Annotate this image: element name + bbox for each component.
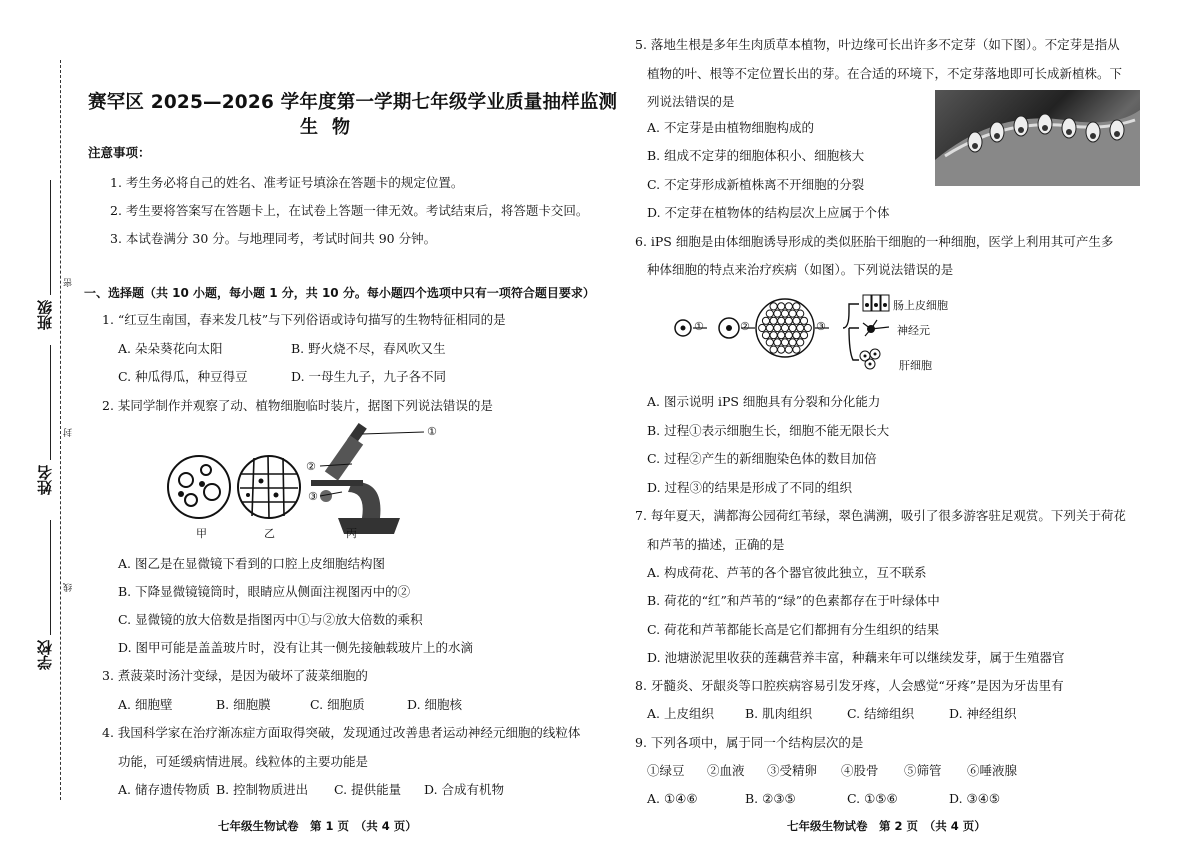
section-heading: 一、选择题（共 10 小题，每小题 1 分，共 10 分。每小题四个选项中只有一项符合题目要求）: [84, 286, 595, 300]
cluster-cell: [793, 317, 800, 324]
step-1-label: ①: [694, 320, 704, 333]
leaf-buds-illustration: [935, 90, 1140, 186]
q8-option-c[interactable]: C. 结缔组织: [847, 706, 915, 721]
q9-item: ①绿豆: [647, 763, 685, 778]
q1-stem: 1. “红豆生南国，春来发几枝”与下列俗语或诗句描写的生物特征相同的是: [102, 312, 506, 327]
binding-strip: [0, 0, 80, 849]
cluster-cell: [778, 332, 785, 339]
step-2-label: ②: [740, 320, 750, 333]
class-underline[interactable]: [50, 180, 51, 295]
q7-option-d[interactable]: D. 池塘淤泥里收获的莲藕营养丰富，种藕来年可以继续发芽，属于生殖器官: [647, 650, 1065, 665]
q6-option-b[interactable]: B. 过程①表示细胞生长，细胞不能无限长大: [647, 423, 890, 438]
kalanchoe-leaf-photo: [935, 90, 1140, 186]
cluster-cell: [759, 324, 766, 331]
q8-option-b[interactable]: B. 肌肉组织: [745, 706, 813, 721]
neuron-cell: [863, 320, 889, 336]
view-yi: [238, 456, 300, 518]
q5-option-b[interactable]: B. 组成不定芽的细胞体积小、细胞核大: [647, 148, 865, 163]
cluster-cell: [774, 324, 781, 331]
cluster-cell: [804, 324, 811, 331]
q3-option-b[interactable]: B. 细胞膜: [216, 697, 271, 712]
q9-option-a[interactable]: A. ①④⑥: [647, 791, 698, 806]
q3-stem: 3. 煮菠菜时汤汁变绿，是因为破坏了菠菜细胞的: [102, 668, 368, 683]
name-underline[interactable]: [50, 345, 51, 460]
cluster-cell: [762, 332, 769, 339]
q2-option-d[interactable]: D. 图甲可能是盖盖玻片时，没有让其一侧先接触载玻片上的水滴: [118, 640, 474, 655]
microscope-drawing: [311, 423, 424, 534]
cluster-cell: [797, 310, 804, 317]
q9-option-b[interactable]: B. ②③⑤: [745, 791, 796, 806]
note-item: 2. 考生要将答案写在答题卡上，在试卷上答题一律无效。考试结束后，将答题卡交回。: [110, 203, 589, 218]
q1-option-a[interactable]: A. 朵朵葵花向太阳: [118, 341, 223, 356]
intestinal-cells: [863, 295, 889, 311]
q9-option-d[interactable]: D. ③④⑤: [949, 791, 1001, 806]
q8-stem: 8. 牙髓炎、牙龈炎等口腔疾病容易引发牙疼，人会感觉“牙疼”是因为牙齿里有: [635, 678, 1064, 693]
cluster-cell: [789, 339, 796, 346]
school-underline[interactable]: [50, 520, 51, 635]
cluster-cell: [766, 324, 773, 331]
cluster-cell: [785, 303, 792, 310]
q2-option-c[interactable]: C. 显微镜的放大倍数是指图丙中①与②放大倍数的乘积: [118, 612, 423, 627]
name-label: 姓名: [36, 465, 54, 495]
cluster-cell: [793, 346, 800, 353]
q8-option-d[interactable]: D. 神经组织: [949, 706, 1017, 721]
callout-2: ②: [306, 460, 316, 473]
fig-label-yi: 乙: [264, 527, 275, 540]
cluster-cell: [800, 332, 807, 339]
q7-stem-line2: 和芦苇的描述，正确的是: [647, 537, 785, 552]
q9-item: ④股骨: [841, 763, 879, 778]
cluster-cell: [789, 324, 796, 331]
q5-option-a[interactable]: A. 不定芽是由植物细胞构成的: [647, 120, 814, 135]
seal-feng: 封: [64, 428, 74, 437]
q5-stem-line1: 5. 落地生根是多年生肉质草本植物，叶边缘可长出许多不定芽（如下图）。不定芽是指从: [635, 37, 1120, 52]
cluster-cell: [770, 332, 777, 339]
q1-option-b[interactable]: B. 野火烧不尽，春风吹又生: [291, 341, 446, 356]
q7-stem-line1: 7. 每年夏天，满都海公园荷红苇绿，翠色满溯，吸引了很多游客驻足观赏。下列关于荷花: [635, 508, 1126, 523]
cluster-cell: [766, 310, 773, 317]
view-jia: [168, 456, 230, 518]
q2-option-a[interactable]: A. 图乙是在显微镜下看到的口腔上皮细胞结构图: [118, 556, 385, 571]
q4-stem-line2: 功能，可延缓病情进展。线粒体的主要功能是: [118, 754, 369, 769]
q6-option-c[interactable]: C. 过程②产生的新细胞染色体的数目加倍: [647, 451, 877, 466]
cluster-cell: [797, 324, 804, 331]
q9-item: ⑥唾液腺: [967, 763, 1018, 778]
q5-stem-line3: 列说法错误的是: [647, 94, 735, 109]
q5-option-c[interactable]: C. 不定芽形成新植株离不开细胞的分裂: [647, 177, 865, 192]
q1-option-d[interactable]: D. 一母生九子，九子各不同: [291, 369, 447, 384]
single-cell-2: [719, 318, 739, 338]
subject-title: 生物: [300, 117, 364, 138]
step-3-label: ③: [816, 320, 826, 333]
q2-option-b[interactable]: B. 下降显微镜镜筒时，眼睛应从侧面注视图丙中的②: [118, 584, 411, 599]
q2-microscope-figure: [166, 422, 466, 544]
intestinal-epithelial-label: 肠上皮细胞: [893, 299, 948, 312]
cluster-cell: [785, 332, 792, 339]
fig-label-jia: 甲: [196, 527, 207, 540]
callout-1: ①: [427, 425, 437, 438]
liver-cells: [860, 349, 880, 369]
q3-option-a[interactable]: A. 细胞壁: [118, 697, 173, 712]
q4-stem-line1: 4. 我国科学家在治疗渐冻症方面取得突破，发现通过改善患者运动神经元细胞的线粒体: [102, 725, 581, 740]
q4-option-a[interactable]: A. 储存遗传物质: [118, 782, 210, 797]
cluster-cell: [774, 339, 781, 346]
cluster-cell: [785, 346, 792, 353]
note-item: 1. 考生务必将自己的姓名、准考证号填涂在答题卡的规定位置。: [110, 175, 464, 190]
note-item: 3. 本试卷满分 30 分。与地理同考，考试时间共 90 分钟。: [110, 231, 437, 246]
q8-option-a[interactable]: A. 上皮组织: [647, 706, 714, 721]
cluster-cell: [793, 303, 800, 310]
q9-item: ③受精卵: [767, 763, 818, 778]
q6-option-a[interactable]: A. 图示说明 iPS 细胞具有分裂和分化能力: [647, 394, 881, 409]
class-label: 班级: [36, 300, 54, 330]
cluster-cell: [785, 317, 792, 324]
q5-stem-line2: 植物的叶、根等不定位置长出的芽。在合适的环境下，不定芽落地即可长成新植株。下: [647, 66, 1123, 81]
page-footer-2: 七年级生物试卷 第 2 页 （共 4 页）: [787, 819, 986, 833]
ips-differentiation-diagram: [673, 290, 893, 382]
q6-stem-line2: 种体细胞的特点来治疗疾病（如图）。下列说法错误的是: [647, 262, 954, 277]
q9-option-c[interactable]: C. ①⑤⑥: [847, 791, 898, 806]
cluster-cell: [770, 346, 777, 353]
q7-option-a[interactable]: A. 构成荷花、芦苇的各个器官彼此独立，互不联系: [647, 565, 927, 580]
cluster-cell: [781, 310, 788, 317]
seal-dashed-line: [60, 60, 61, 800]
cluster-cell: [766, 339, 773, 346]
q9-item: ②血液: [707, 763, 745, 778]
cluster-cell: [774, 310, 781, 317]
cluster-cell: [781, 324, 788, 331]
school-label: 学校: [36, 640, 54, 670]
cluster-cell: [770, 317, 777, 324]
seal-mi: 密: [64, 278, 74, 287]
q1-option-c[interactable]: C. 种瓜得瓜，种豆得豆: [118, 369, 248, 384]
q3-option-c[interactable]: C. 细胞质: [310, 697, 365, 712]
cluster-cell: [762, 317, 769, 324]
cluster-cell: [778, 346, 785, 353]
cluster-cell: [781, 339, 788, 346]
q7-option-b[interactable]: B. 荷花的“红”和芦苇的“绿”的色素都存在于叶绿体中: [647, 593, 940, 608]
q4-option-d[interactable]: D. 合成有机物: [424, 782, 505, 797]
seal-xian: 线: [64, 583, 74, 592]
cluster-cell: [789, 310, 796, 317]
q9-item: ⑤筛管: [904, 763, 942, 778]
neuron-label: 神经元: [897, 324, 930, 337]
notes-heading: 注意事项：: [88, 145, 151, 160]
q3-option-d[interactable]: D. 细胞核: [407, 697, 463, 712]
exam-title: 赛罕区 2025—2026 学年度第一学期七年级学业质量抽样监测: [88, 92, 618, 113]
q6-option-d[interactable]: D. 过程③的结果是形成了不同的组织: [647, 480, 853, 495]
q9-stem: 9. 下列各项中，属于同一个结构层次的是: [635, 735, 864, 750]
liver-cell-label: 肝细胞: [899, 359, 932, 372]
callout-3: ③: [308, 490, 318, 503]
cell-cluster: [756, 299, 814, 357]
cluster-cell: [793, 332, 800, 339]
q7-option-c[interactable]: C. 荷花和芦苇都能长高是它们都拥有分生组织的结果: [647, 622, 940, 637]
q2-stem: 2. 某同学制作并观察了动、植物细胞临时装片，据图下列说法错误的是: [102, 398, 493, 413]
cluster-cell: [778, 303, 785, 310]
cluster-cell: [800, 317, 807, 324]
q4-option-b[interactable]: B. 控制物质进出: [216, 782, 309, 797]
q6-stem-line1: 6. iPS 细胞是由体细胞诱导形成的类似胚胎干细胞的一种细胞，医学上利用其可产生多: [635, 234, 1114, 249]
q5-option-d[interactable]: D. 不定芽在植物体的结构层次上应属于个体: [647, 205, 890, 220]
q4-option-c[interactable]: C. 提供能量: [334, 782, 402, 797]
cluster-cell: [778, 317, 785, 324]
cluster-cell: [770, 303, 777, 310]
page-footer-1: 七年级生物试卷 第 1 页 （共 4 页）: [218, 819, 417, 833]
cluster-cell: [797, 339, 804, 346]
fig-label-bing: 丙: [346, 527, 357, 540]
single-cell-1: [675, 320, 691, 336]
